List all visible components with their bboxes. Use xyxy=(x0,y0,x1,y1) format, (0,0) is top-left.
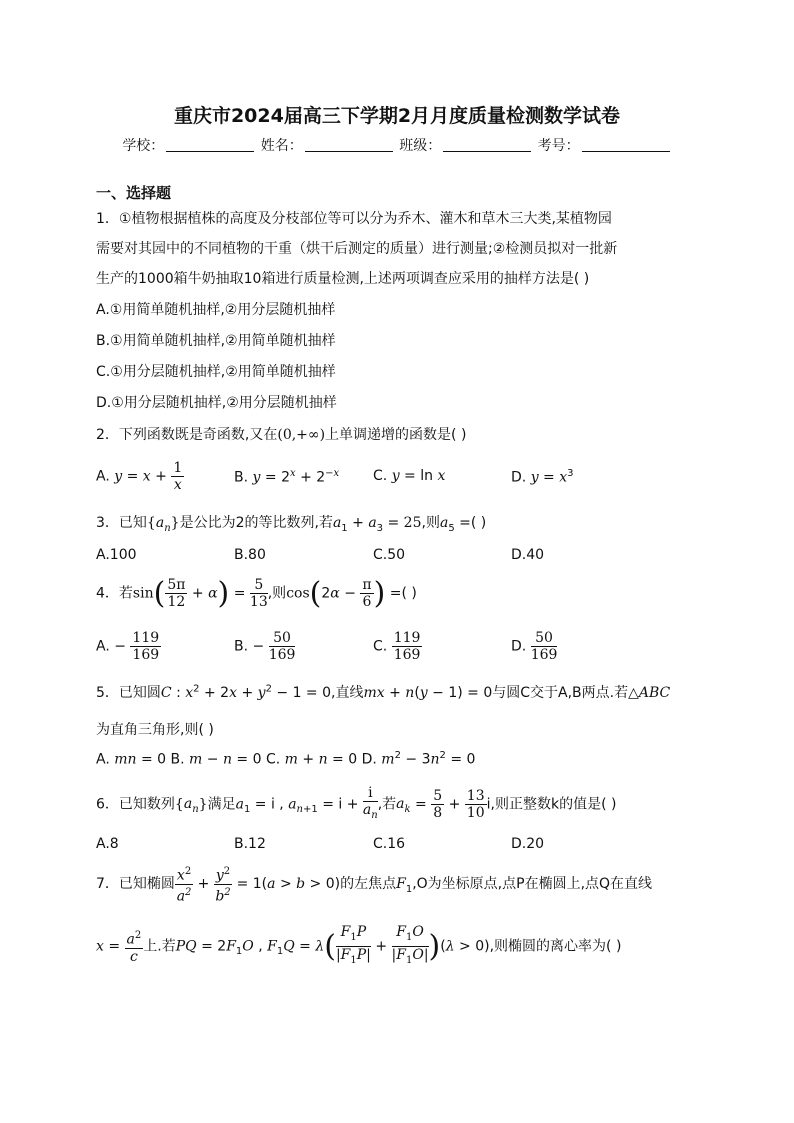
name-blank[interactable] xyxy=(305,139,393,152)
q6-stem: 6．已知数列$\{a_n\}$满足$a_1 = i$ , $a_{n+1} = i$ + $\frac{i}{a_n}$ ,若$a_k$ = $\frac{5}{8}$ + $\frac{13}{10}$ i,则正整数k的值是( ) xyxy=(96,785,617,821)
q1-option-b: B.①用简单随机抽样,②用简单随机抽样 xyxy=(96,333,336,349)
class-blank[interactable] xyxy=(443,139,531,152)
name-label: 姓名： xyxy=(260,138,303,154)
school-blank[interactable] xyxy=(166,139,254,152)
q4-option-a: A. − $\frac{119}{169}$ xyxy=(96,630,160,663)
class-label: 班级： xyxy=(399,138,442,154)
q2-option-b: B. $y = 2^x + 2^{-x}$ xyxy=(234,468,340,486)
q5-stem-1: 5．已知圆C : $x^2 + 2x + y^2 - 1 = 0$,直线mx + n(y − 1) = 0与圆C交于A,B两点.若△ABC xyxy=(96,683,671,701)
q2-option-a: A. y = x + $\frac{1}{x}$ xyxy=(96,460,183,493)
q6-option-c: C.16 xyxy=(373,836,406,852)
q3-option-c: C.50 xyxy=(373,547,406,563)
q6-option-b: B.12 xyxy=(234,836,266,852)
q3-option-d: D.40 xyxy=(511,547,545,563)
student-info-line xyxy=(0,135,794,155)
q2-option-d: D. $y = x^3$ xyxy=(511,468,574,486)
q2-option-c: C. y = ln x xyxy=(373,468,446,484)
q3-stem: 3．已知$\{a_n\}$是公比为2的等比数列,若$a_1 + a_3 = 25$,则$a_5$ =( ) xyxy=(96,515,487,534)
q1-option-a: A.①用简单随机抽样,②用分层随机抽样 xyxy=(96,302,336,318)
q2-stem: 2．下列函数既是奇函数,又在(0,+∞)上单调递增的函数是( ) xyxy=(96,427,467,443)
q3-option-a: A.100 xyxy=(96,547,137,563)
q6-option-a: A.8 xyxy=(96,836,119,852)
q1-line-3: 生产的1000箱牛奶抽取10箱进行质量检测,上述两项调查应采用的抽样方法是( ) xyxy=(96,271,590,287)
q7-stem-1: 7．已知椭圆 $\frac{x^2}{a^2}$ + $\frac{y^2}{b^2}$ = 1(a > b > 0)的左焦点$F_1,O$为坐标原点,点P在椭圆上,点Q在直线 xyxy=(96,866,653,905)
section-heading: 一、选择题 xyxy=(96,184,172,202)
q5-options: A. mn = 0 B. m − n = 0 C. m + n = 0 D. $m^2 - 3n^2 = 0$ xyxy=(96,750,476,768)
q4-option-c: C. $\frac{119}{169}$ xyxy=(373,630,421,663)
number-label: 考号： xyxy=(537,138,580,154)
q1-option-c: C.①用分层随机抽样,②用简单随机抽样 xyxy=(96,364,336,380)
q7-stem-2: x = $\frac{a^2}{c}$ 上.若PQ = $2F_1O$ , $F_1Q = \lambda$( $\frac{F_1P}{|F_1P|}$ + $\frac{F_1O}{|F_1O|}$ )(λ > 0),则椭圆的离心率为( ) xyxy=(96,924,622,966)
q4-option-d: D. $\frac{50}{169}$ xyxy=(511,630,558,663)
q1-line-1: 1．①植物根据植株的高度及分枝部位等可以分为乔木、灌木和草木三大类,某植物园 xyxy=(96,211,612,227)
number-blank[interactable] xyxy=(582,139,670,152)
q6-option-d: D.20 xyxy=(511,836,545,852)
q4-option-b: B. − $\frac{50}{169}$ xyxy=(234,630,296,663)
exam-title: 重庆市2024届高三下学期2月月度质量检测数学试卷 xyxy=(173,105,621,127)
q1-option-d: D.①用分层随机抽样,②用分层随机抽样 xyxy=(96,395,337,411)
q1-line-2: 需要对其园中的不同植物的干重（烘干后测定的质量）进行测量;②检测员拟对一批新 xyxy=(96,241,618,257)
q4-stem: 4．若sin( $\frac{5\pi}{12}$ + α) = $\frac{5}{13}$ ,则cos(2α − $\frac{\pi}{6}$ ) =( ) xyxy=(96,576,417,611)
school-label: 学校： xyxy=(122,138,165,154)
q5-stem-2: 为直角三角形,则( ) xyxy=(96,722,214,738)
q3-option-b: B.80 xyxy=(234,547,266,563)
fraction: $\frac{1}{x}$ xyxy=(173,460,183,493)
